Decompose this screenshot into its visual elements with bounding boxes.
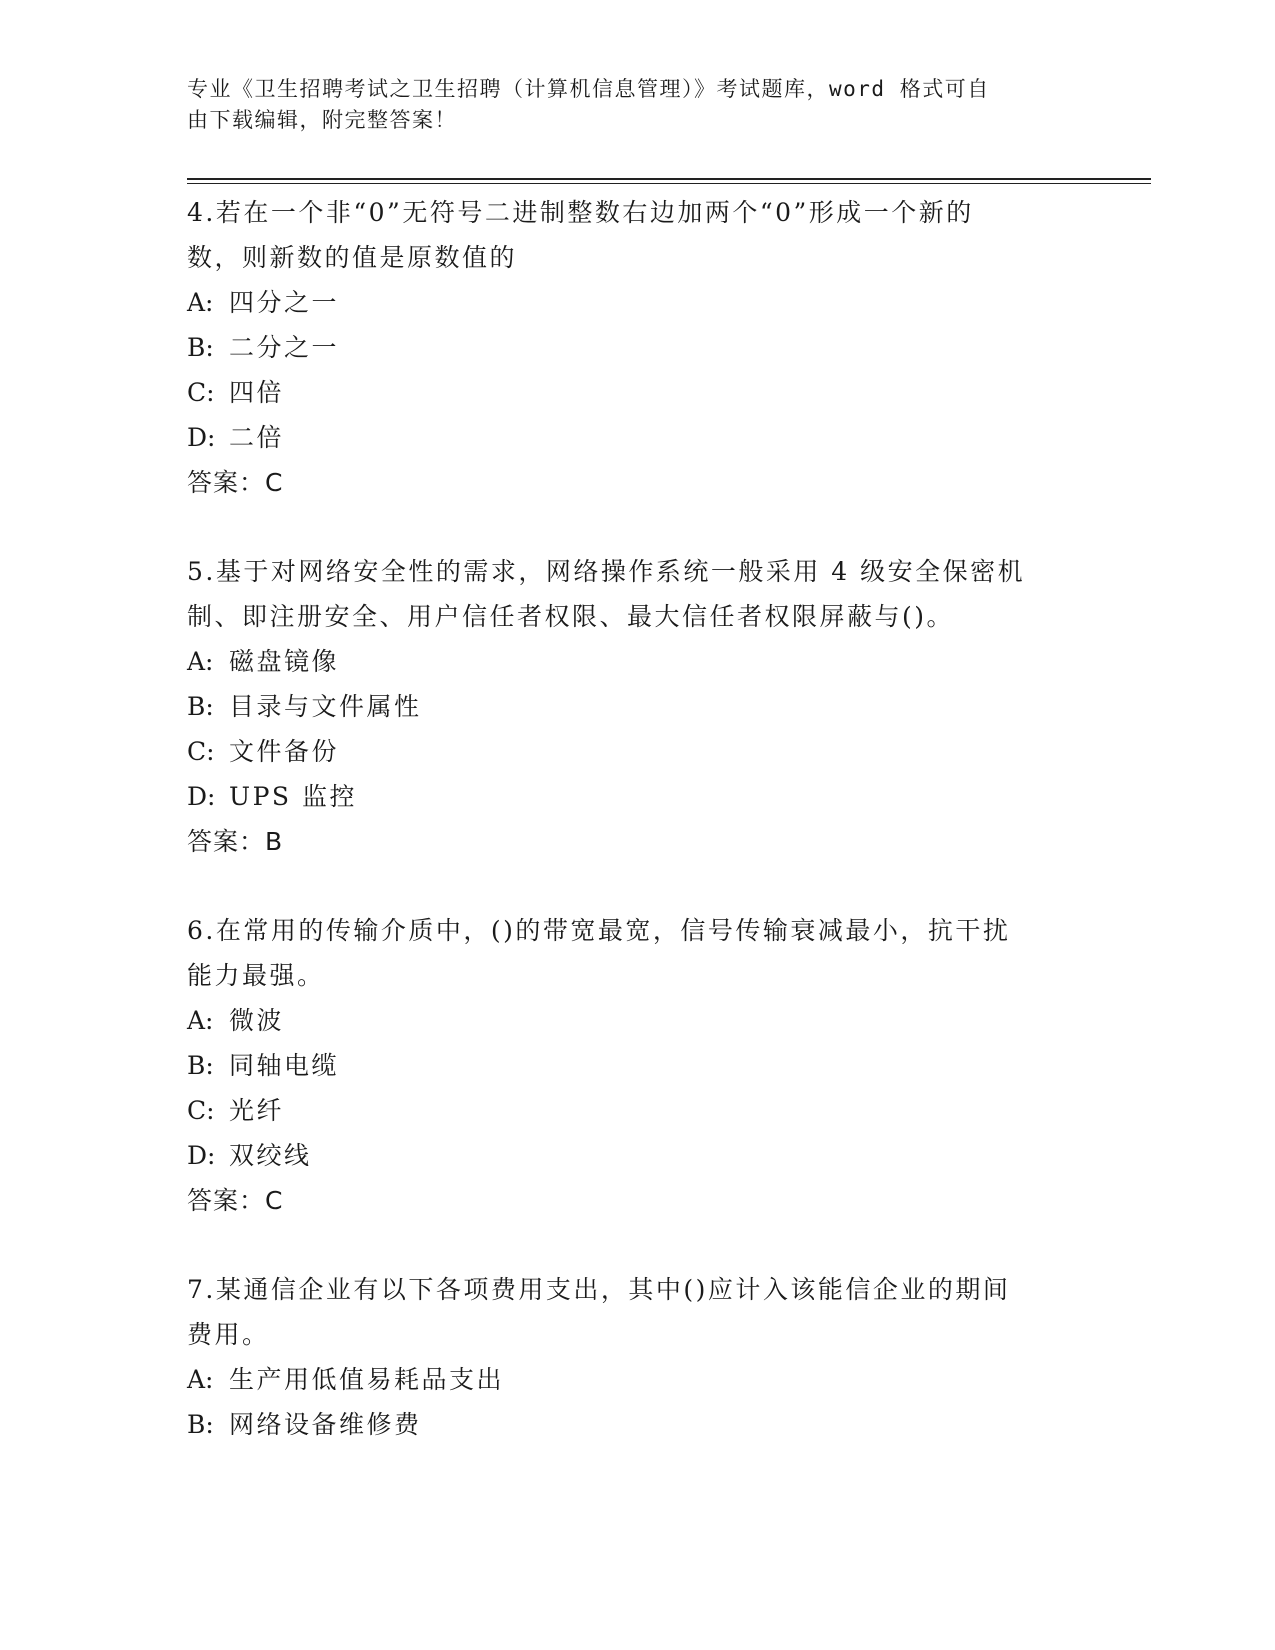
option-key: D: (187, 782, 216, 811)
option-key: C: (187, 1096, 215, 1125)
header-divider-thin (187, 183, 1151, 184)
question-list (187, 190, 1067, 1491)
option-key: C: (187, 737, 215, 766)
header-line-2: 由下载编辑，附完整答案！ (187, 108, 457, 132)
option-c (187, 729, 1067, 774)
option-text: 微波 (229, 1006, 285, 1035)
question-text: 制、即注册安全、用户信任者权限、最大信任者权限屏蔽与()。 (187, 602, 955, 631)
option-text: 四分之一 (229, 288, 340, 317)
option-key: B: (187, 1051, 214, 1080)
option-text: 磁盘镜像 (229, 647, 340, 676)
answer-line: 答案：C (187, 1186, 284, 1215)
question-text: 6.在常用的传输介质中，()的带宽最宽，信号传输衰减最小，抗干扰 (187, 916, 1011, 945)
option-a (187, 639, 1067, 684)
option-text: 二倍 (229, 423, 285, 452)
option-key: B: (187, 692, 214, 721)
question-5 (187, 549, 1067, 864)
option-key: D: (187, 1141, 216, 1170)
question-text: 4.若在一个非“0”无符号二进制整数右边加两个“0”形成一个新的 (187, 198, 974, 227)
option-d (187, 1133, 1067, 1178)
option-text: 网络设备维修费 (229, 1410, 422, 1439)
option-text: UPS 监控 (229, 782, 357, 811)
header-divider-thick (187, 178, 1151, 180)
option-b (187, 1402, 1067, 1447)
question-7 (187, 1267, 1067, 1447)
question-text: 数，则新数的值是原数值的 (187, 243, 518, 272)
option-a (187, 998, 1067, 1043)
question-text: 5.基于对网络安全性的需求，网络操作系统一般采用 4 级安全保密机 (187, 557, 1026, 586)
question-text: 能力最强。 (187, 961, 325, 990)
option-text: 目录与文件属性 (229, 692, 422, 721)
option-key: D: (187, 423, 216, 452)
option-text: 光纤 (229, 1096, 285, 1125)
option-key: A: (187, 288, 214, 317)
option-c (187, 1088, 1067, 1133)
question-text: 7.某通信企业有以下各项费用支出，其中()应计入该能信企业的期间 (187, 1275, 1011, 1304)
option-d (187, 774, 1067, 819)
option-key: C: (187, 378, 215, 407)
option-b (187, 684, 1067, 729)
answer-line: 答案：B (187, 827, 284, 856)
option-key: B: (187, 333, 214, 362)
option-key: B: (187, 1410, 214, 1439)
option-key: A: (187, 1365, 214, 1394)
option-a (187, 1357, 1067, 1402)
option-d (187, 415, 1067, 460)
question-4 (187, 190, 1067, 505)
option-c (187, 370, 1067, 415)
option-text: 双绞线 (229, 1141, 312, 1170)
option-a (187, 280, 1067, 325)
document-header (187, 74, 1067, 136)
option-text: 生产用低值易耗品支出 (229, 1365, 505, 1394)
question-text: 费用。 (187, 1320, 270, 1349)
option-key: A: (187, 647, 214, 676)
option-b (187, 325, 1067, 370)
option-text: 文件备份 (229, 737, 340, 766)
option-b (187, 1043, 1067, 1088)
answer-line: 答案：C (187, 468, 284, 497)
option-text: 四倍 (229, 378, 285, 407)
header-line-1: 专业《卫生招聘考试之卫生招聘（计算机信息管理）》考试题库，word 格式可自 (187, 77, 990, 101)
option-key: A: (187, 1006, 214, 1035)
question-6 (187, 908, 1067, 1223)
option-text: 同轴电缆 (229, 1051, 340, 1080)
option-text: 二分之一 (229, 333, 340, 362)
